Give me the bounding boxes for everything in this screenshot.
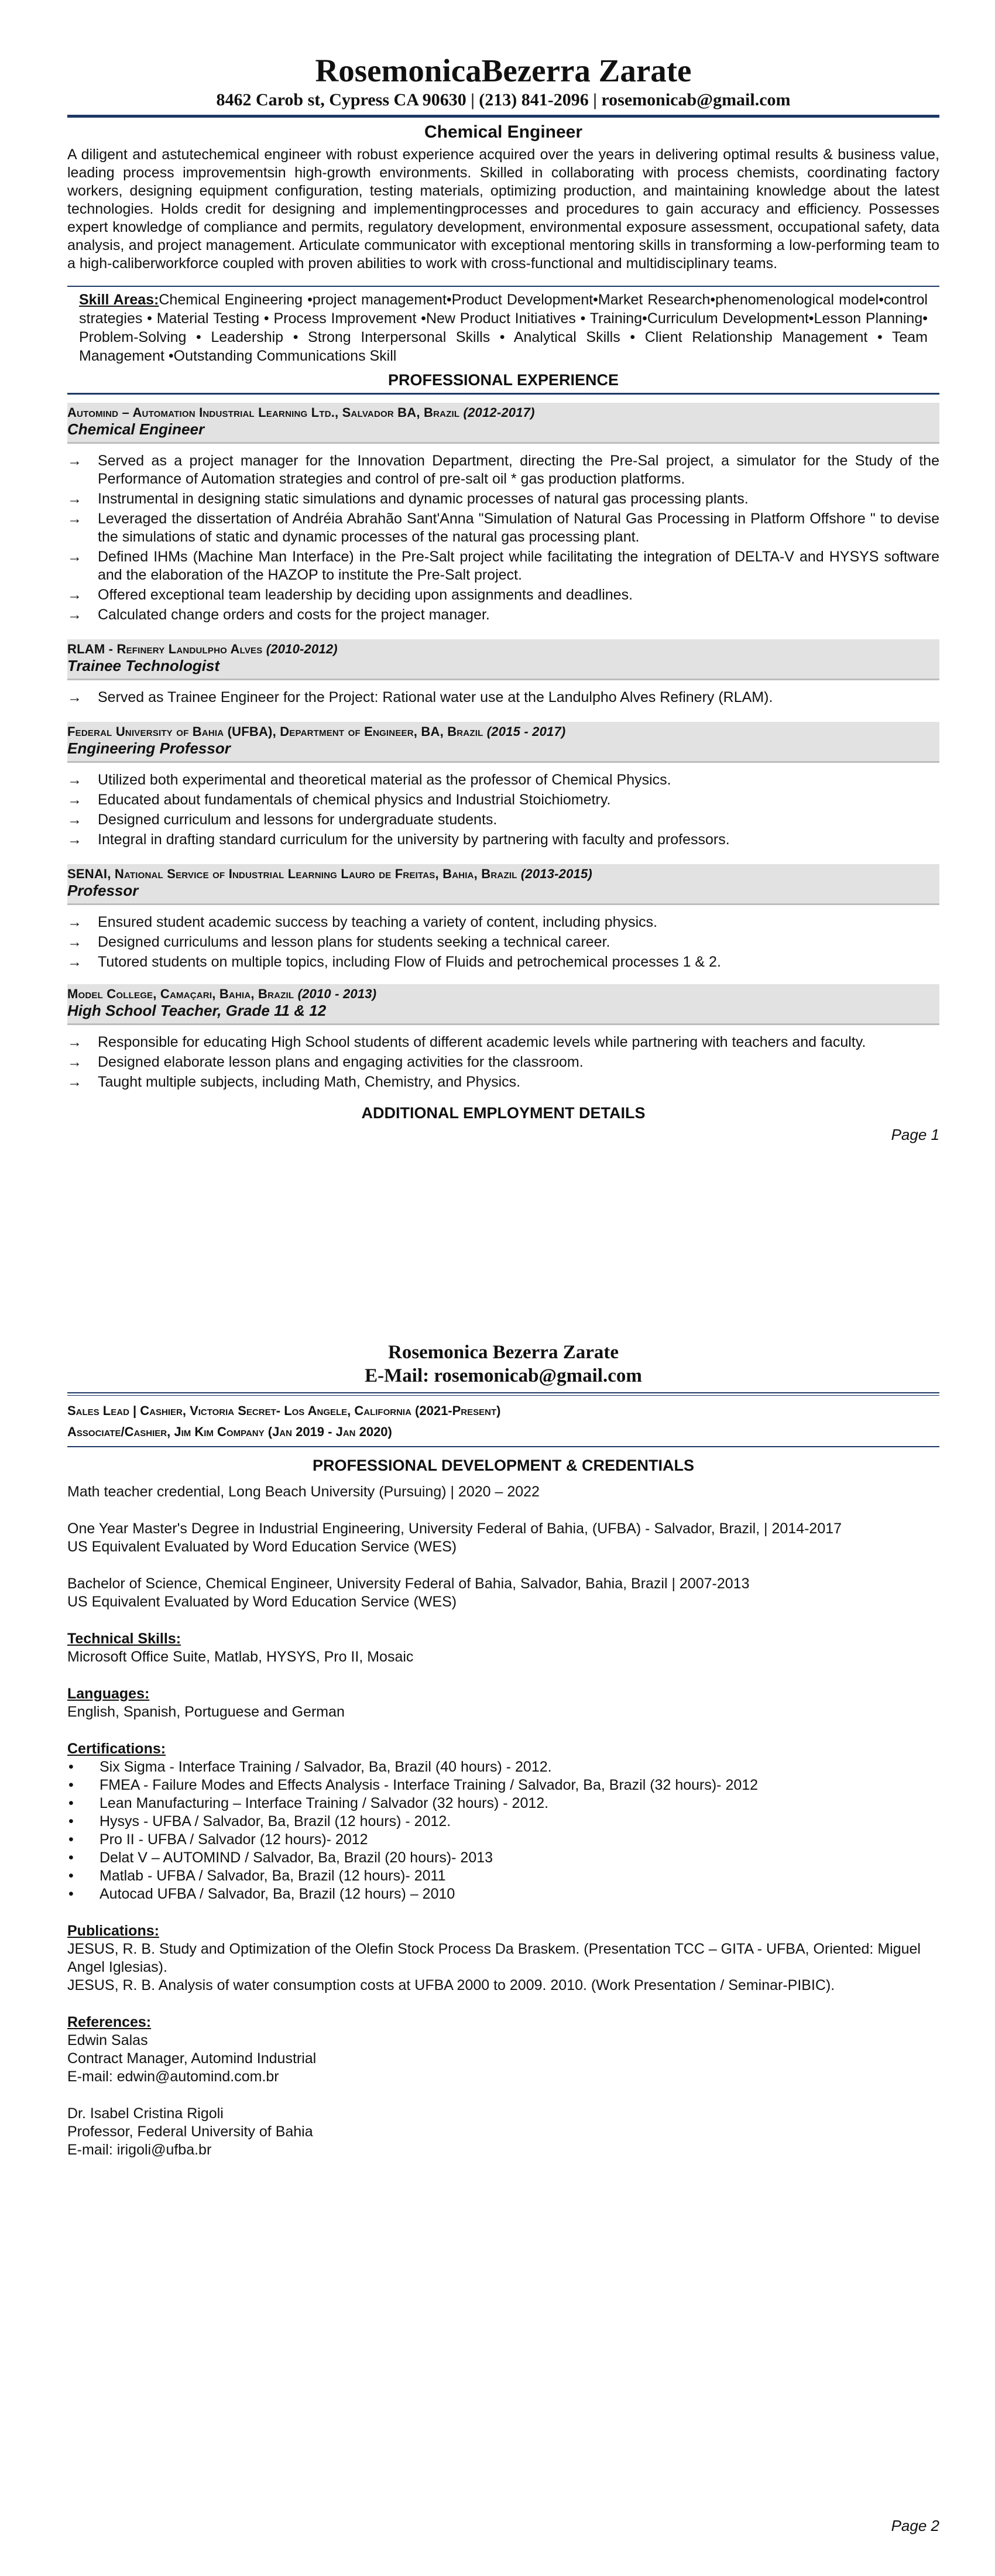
reference-email: E-mail: edwin@automind.com.br <box>67 2068 279 2085</box>
skill-areas-text: Chemical Engineering •project management•Product Development•Market Research•phenomenological model•control strategies • Material Testing • Process Improvement •New Product Initiatives • Training•Curriculum Development•Lesson Planning• Problem-Solving • Leadership • Strong Interpersonal Skills • Analytical Skills • Client Relationship Management • Team Management •Outstanding Communications Skill <box>79 291 928 364</box>
employer-line <box>67 724 939 739</box>
section-rule <box>67 1446 939 1447</box>
list-item: → Instrumental in designing static simulations and dynamic processes of natural gas processing plants. <box>67 490 749 507</box>
languages-text: English, Spanish, Portuguese and German <box>67 1704 345 1720</box>
list-item: → Responsible for educating High School students of different academic levels while partnering with teachers and faculty. <box>67 1033 866 1050</box>
additional-job: Associate/Cashier, Jim Kim Company (Jan 2019 - Jan 2020) <box>67 1424 392 1439</box>
list-item: → Designed curriculum and lessons for undergraduate students. <box>67 811 498 828</box>
bullet-icon: • <box>68 1831 74 1848</box>
responsibility-list <box>67 771 939 849</box>
technical-skills-text: Microsoft Office Suite, Matlab, HYSYS, Pro II, Mosaic <box>67 1649 414 1665</box>
bullet-icon: • <box>68 1759 74 1775</box>
resume-page-1 <box>67 54 939 1254</box>
job-role: High School Teacher, Grade 11 & 12 <box>67 1001 327 1019</box>
job-entry <box>67 403 939 624</box>
experience-rule <box>67 393 939 395</box>
list-item: → Calculated change orders and costs for the project manager. <box>67 606 490 623</box>
skill-areas <box>79 290 928 365</box>
job-role: Chemical Engineer <box>67 420 205 438</box>
list-item: → Integral in drafting standard curriculum for the university by partnering with faculty and professors. <box>67 831 730 848</box>
bullet-icon: • <box>68 1849 74 1866</box>
list-item: → Utilized both experimental and theoretical material as the professor of Chemical Physics. <box>67 771 671 788</box>
bullet-icon: • <box>68 1813 74 1830</box>
candidate-name: RosemonicaBezerra Zarate <box>315 53 692 88</box>
certifications-label: Certifications: <box>67 1741 166 1757</box>
certifications-list <box>67 1758 939 1903</box>
email-line: E-Mail: rosemonicab@gmail.com <box>365 1365 642 1386</box>
employer-line <box>67 866 939 882</box>
header-rule <box>67 115 939 118</box>
responsibility-list <box>67 913 939 971</box>
job-header <box>67 403 939 444</box>
bullet-icon: • <box>68 1868 74 1884</box>
reference-email: E-mail: irigoli@ufba.br <box>67 2142 212 2158</box>
arrow-icon: → <box>67 1033 82 1050</box>
job-role: Professor <box>67 881 139 899</box>
responsibility-list <box>67 1033 939 1091</box>
education-entry: Bachelor of Science, Chemical Engineer, University Federal of Bahia, Salvador, Bahia, Brazil | 2007-2013 <box>67 1575 750 1592</box>
arrow-icon: → <box>67 953 82 970</box>
education-entry: One Year Master's Degree in Industrial Engineering, University Federal of Bahia, (UFBA) - Salvador, Brazil, | 2014-2017 <box>67 1520 842 1537</box>
responsibility-list <box>67 688 939 707</box>
list-item: → Educated about fundamentals of chemical physics and Industrial Stoichiometry. <box>67 791 611 808</box>
professional-summary: A diligent and astutechemical engineer with robust experience acquired over the years in delivering optimal results & business value, leading process improvementsin high-growth environments. Skilled in collaborating with process chemists, coordinating factory workers, designing equipment configuration, testing materials, optimizing production, and maintaining knowledge about the latest technologies. Holds credit for designing and implementingprocesses and procedures to gain accuracy and efficiency. Possesses expert knowledge of compliance and permits, regulatory development, environmental exposure assessment, occupational safety, data analysis, and project management. Articulate communicator with exceptional mentoring skills in transforming a low-performing team to a high-caliberworkforce coupled with proven abilities to work with cross-functional and multidisciplinary teams. <box>67 146 939 272</box>
bullet-icon: • <box>68 1795 74 1811</box>
languages-label: Languages: <box>67 1686 150 1702</box>
job-entry <box>67 722 939 849</box>
employment-years: (2010 - 2013) <box>297 986 377 1001</box>
resume-page-2 <box>67 1341 939 2535</box>
arrow-icon: → <box>67 510 82 527</box>
employer-name: Federal University of Bahia (UFBA), Department of Engineer, BA, Brazil <box>67 724 483 739</box>
education-note: US Equivalent Evaluated by Word Education Service (WES) <box>67 1539 457 1555</box>
arrow-icon: → <box>67 1073 82 1090</box>
experience-heading: PROFESSIONAL EXPERIENCE <box>387 371 619 389</box>
arrow-icon: → <box>67 791 82 808</box>
arrow-icon: → <box>67 688 82 705</box>
employer-name: RLAM - Refinery Landulpho Alves <box>67 641 263 656</box>
employment-years: (2012-2017) <box>463 405 535 420</box>
list-item: → Tutored students on multiple topics, including Flow of Fluids and petrochemical processes 1 & 2. <box>67 953 721 970</box>
job-entry <box>67 984 939 1091</box>
header-rule <box>67 1392 939 1396</box>
page-number: Page 1 <box>891 1125 939 1143</box>
list-item: → Leveraged the dissertation of Andréia Abrahão Sant'Anna "Simulation of Natural Gas Processing in Platform Offshore " to devise the simulations of static and dynamic processes of the natural gas processing plant. <box>67 510 939 545</box>
list-item: • Six Sigma - Interface Training / Salvador, Ba, Brazil (40 hours) - 2012. <box>68 1759 552 1775</box>
employer-name: Automind – Automation Industrial Learning Ltd., Salvador BA, Brazil <box>67 405 460 420</box>
list-item: • FMEA - Failure Modes and Effects Analysis - Interface Training / Salvador, Ba, Brazil (32 hours)- 2012 <box>68 1777 759 1793</box>
arrow-icon: → <box>67 913 82 930</box>
arrow-icon: → <box>67 811 82 828</box>
employer-line <box>67 986 939 1002</box>
additional-job: Sales Lead | Cashier, Victoria Secret- Los Angele, California (2021-Present) <box>67 1403 501 1418</box>
publication-entry: JESUS, R. B. Analysis of water consumption costs at UFBA 2000 to 2009. 2010. (Work Presentation / Seminar-PIBIC). <box>67 1977 835 1993</box>
list-item: → Taught multiple subjects, including Math, Chemistry, and Physics. <box>67 1073 521 1090</box>
job-header <box>67 984 939 1025</box>
list-item: → Served as a project manager for the Innovation Department, directing the Pre-Sal project, a simulator for the Study of the Performance of Automation strategies and control of pre-salt oil * gas production platforms. <box>67 452 939 487</box>
list-item: → Served as Trainee Engineer for the Project: Rational water use at the Landulpho Alves Refinery (RLAM). <box>67 688 773 705</box>
list-item: → Designed elaborate lesson plans and engaging activities for the classroom. <box>67 1053 584 1070</box>
list-item: → Offered exceptional team leadership by deciding upon assignments and deadlines. <box>67 586 633 603</box>
list-item: • Delat V – AUTOMIND / Salvador, Ba, Brazil (20 hours)- 2013 <box>68 1849 493 1866</box>
arrow-icon: → <box>67 771 82 788</box>
education-note: US Equivalent Evaluated by Word Education Service (WES) <box>67 1594 457 1610</box>
bullet-icon: • <box>68 1886 74 1902</box>
page-number: Page 2 <box>891 2517 939 2534</box>
list-item: • Pro II - UFBA / Salvador (12 hours)- 2012 <box>68 1831 368 1848</box>
employment-years: (2010-2012) <box>266 641 338 656</box>
arrow-icon: → <box>67 831 82 848</box>
job-entry <box>67 639 939 707</box>
list-item: • Hysys - UFBA / Salvador, Ba, Brazil (12 hours) - 2012. <box>68 1813 451 1830</box>
job-header <box>67 722 939 763</box>
employer-name: SENAI, National Service of Industrial Learning Lauro de Freitas, Bahia, Brazil <box>67 866 517 881</box>
bullet-icon: • <box>68 1777 74 1793</box>
references-label: References: <box>67 2014 152 2030</box>
publications-label: Publications: <box>67 1923 159 1939</box>
job-header <box>67 864 939 905</box>
list-item: → Designed curriculums and lesson plans for students seeking a technical career. <box>67 933 610 950</box>
job-role: Engineering Professor <box>67 739 231 757</box>
technical-skills-label: Technical Skills: <box>67 1630 181 1647</box>
credentials-heading: PROFESSIONAL DEVELOPMENT & CREDENTIALS <box>312 1457 695 1474</box>
employment-years: (2013-2015) <box>520 866 592 881</box>
list-item: • Matlab - UFBA / Salvador, Ba, Brazil (12 hours)- 2011 <box>68 1868 446 1884</box>
arrow-icon: → <box>67 586 82 603</box>
education-entry: Math teacher credential, Long Beach University (Pursuing) | 2020 – 2022 <box>67 1484 540 1500</box>
target-job-title: Chemical Engineer <box>424 122 583 142</box>
arrow-icon: → <box>67 1053 82 1070</box>
employer-name: Model College, Camaçari, Bahia, Brazil <box>67 986 294 1001</box>
list-item: • Autocad UFBA / Salvador, Ba, Brazil (12 hours) – 2010 <box>68 1886 455 1902</box>
arrow-icon: → <box>67 490 82 507</box>
candidate-name: Rosemonica Bezerra Zarate <box>387 1342 619 1363</box>
responsibility-list <box>67 452 939 624</box>
job-entry <box>67 864 939 971</box>
skills-rule-top <box>67 286 939 287</box>
employment-years: (2015 - 2017) <box>486 724 566 739</box>
skill-areas-label: Skill Areas: <box>79 291 159 308</box>
reference-title: Contract Manager, Automind Industrial <box>67 2050 317 2067</box>
arrow-icon: → <box>67 606 82 623</box>
arrow-icon: → <box>67 933 82 950</box>
reference-name: Dr. Isabel Cristina Rigoli <box>67 2105 224 2122</box>
reference-name: Edwin Salas <box>67 2032 148 2049</box>
job-header <box>67 639 939 680</box>
list-item: • Lean Manufacturing – Interface Training / Salvador (32 hours) - 2012. <box>68 1795 549 1811</box>
arrow-icon: → <box>67 452 82 469</box>
list-item: → Ensured student academic success by teaching a variety of content, including physics. <box>67 913 658 930</box>
reference-title: Professor, Federal University of Bahia <box>67 2123 313 2140</box>
arrow-icon: → <box>67 548 82 565</box>
contact-line: 8462 Carob st, Cypress CA 90630 | (213) 841-2096 | rosemonicab@gmail.com <box>216 90 791 109</box>
employer-line <box>67 642 939 657</box>
publication-entry: JESUS, R. B. Study and Optimization of the Olefin Stock Process Da Braskem. (Presentation TCC – GITA - UFBA, Oriented: Miguel Angel Iglesias). <box>67 1941 921 1975</box>
job-role: Trainee Technologist <box>67 656 220 674</box>
list-item: → Defined IHMs (Machine Man Interface) in the Pre-Salt project while facilitating the integration of DELTA-V and HYSYS software and the elaboration of the HAZOP to institute the Pre-Salt project. <box>67 548 939 583</box>
employer-line <box>67 405 939 420</box>
additional-employment-heading: ADDITIONAL EMPLOYMENT DETAILS <box>361 1104 646 1122</box>
